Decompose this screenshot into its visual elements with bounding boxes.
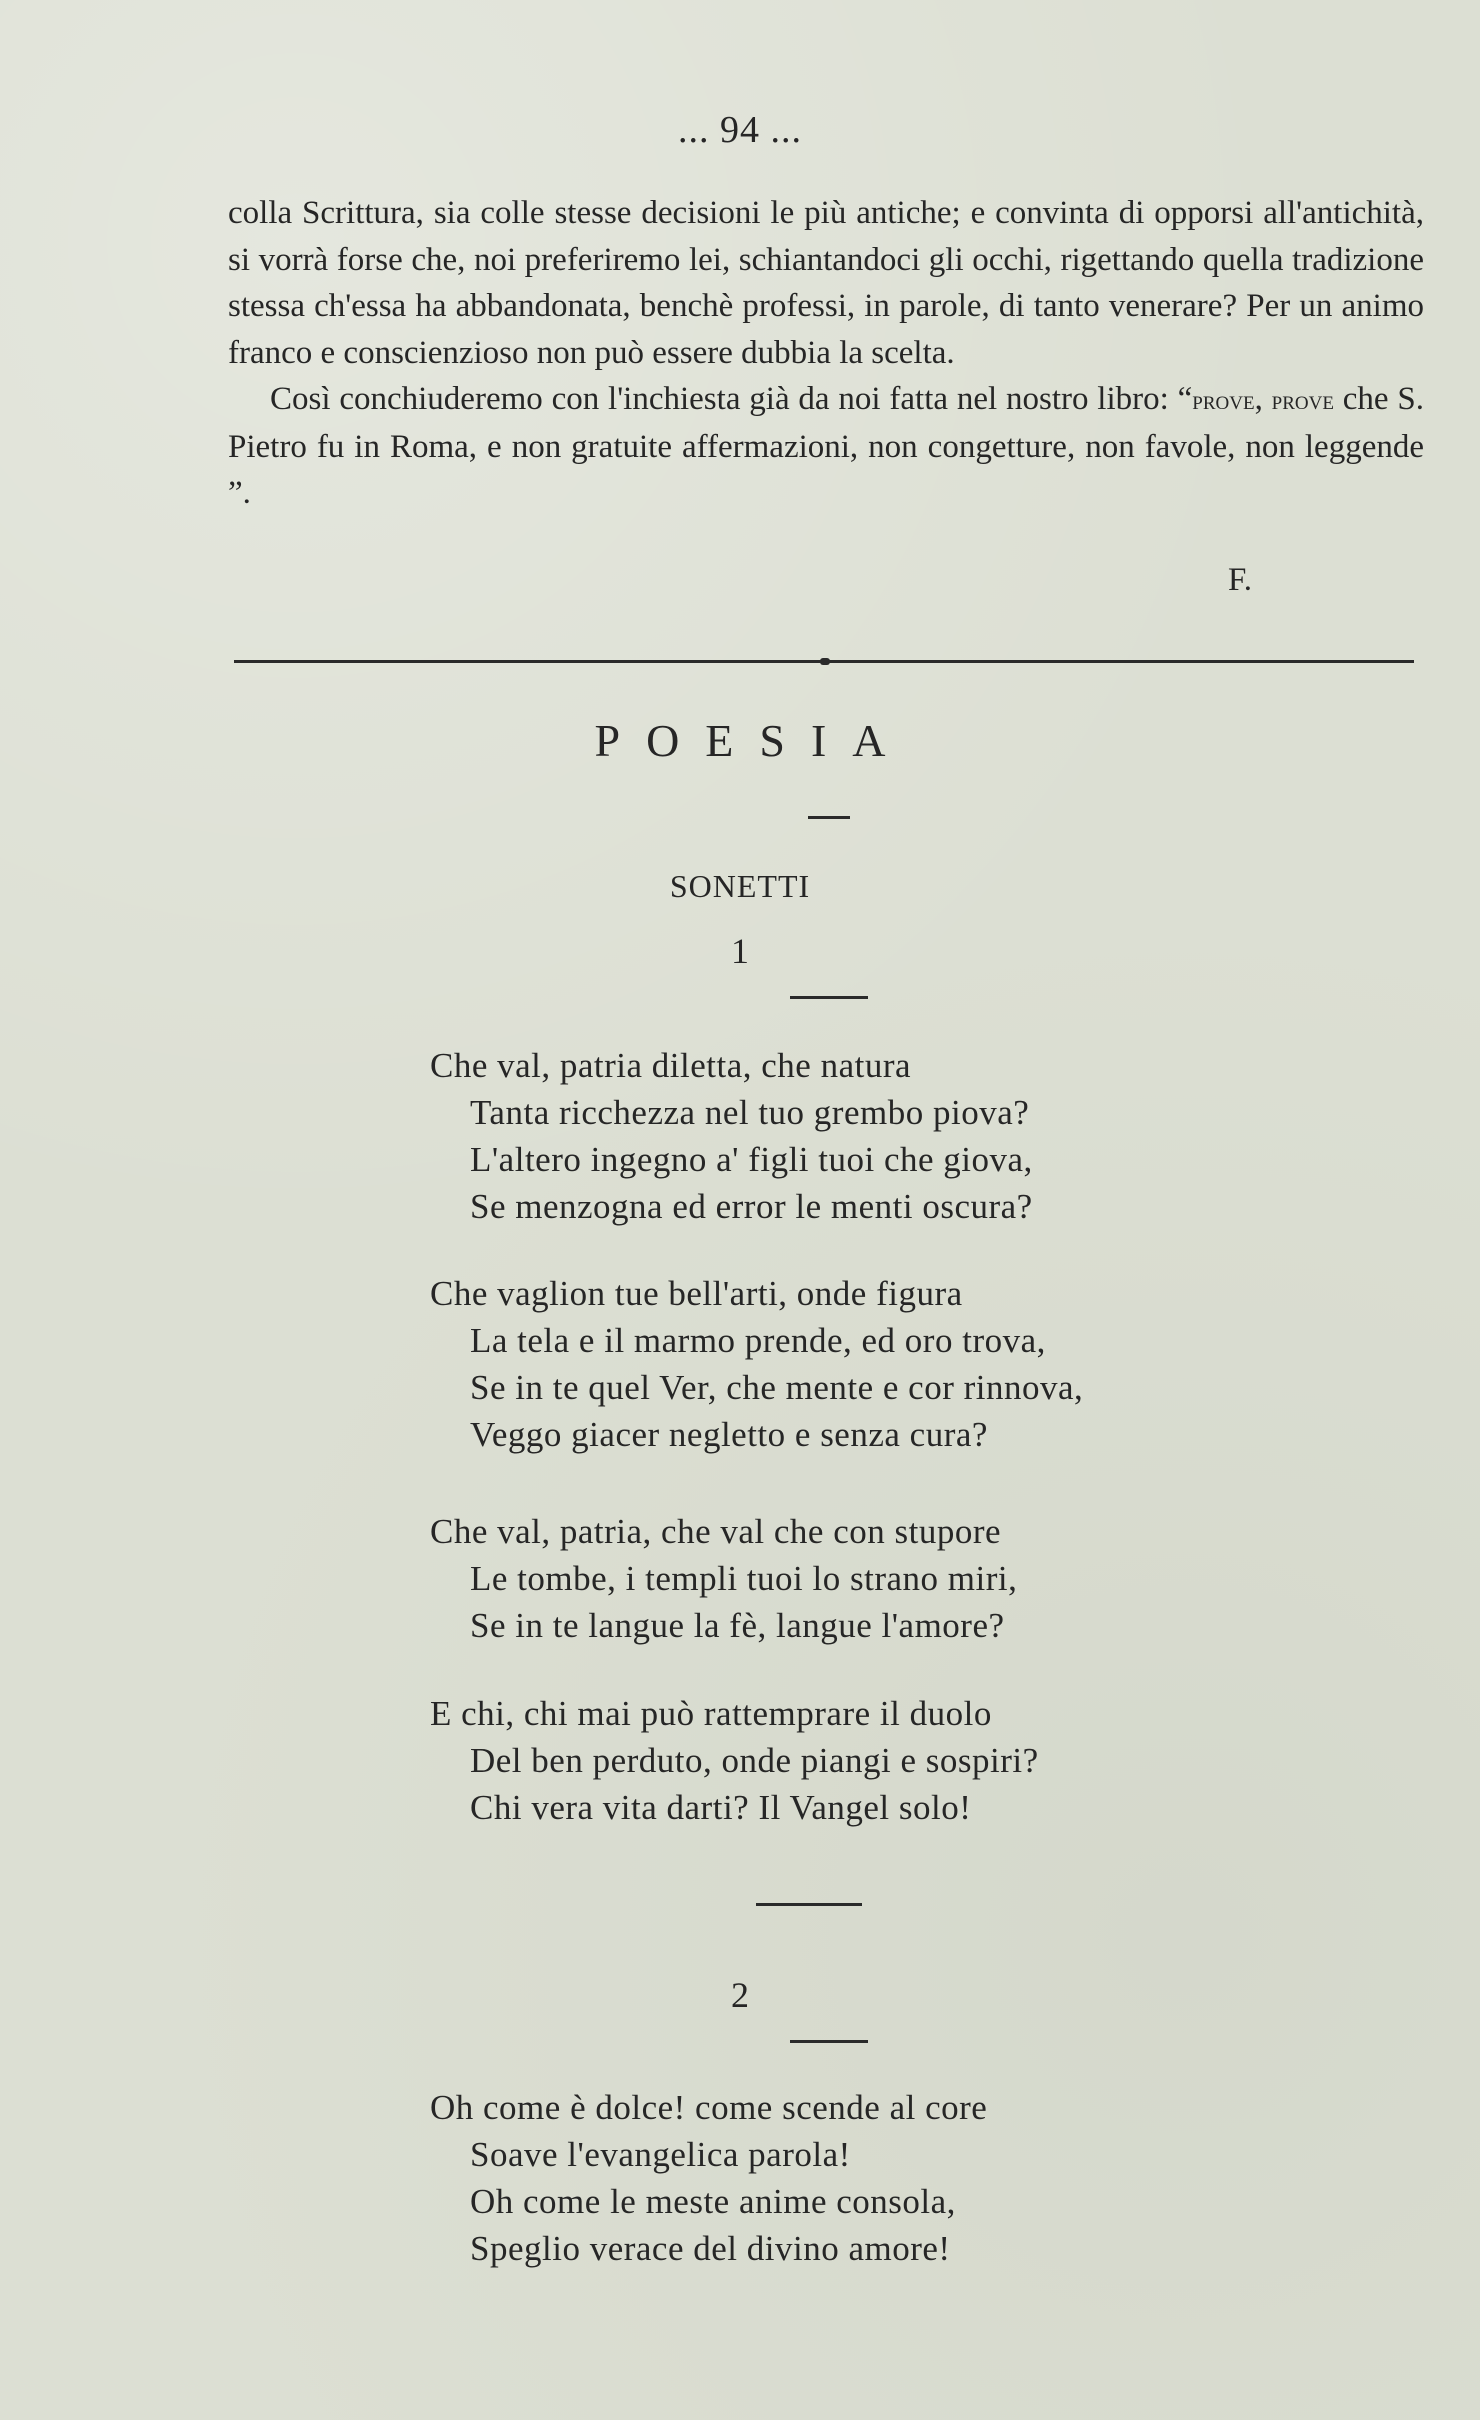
prose-paragraph-2 (228, 376, 1424, 517)
verse-line: Che val, patria diletta, che natura (430, 1046, 912, 1085)
verse-line: Se in te quel Ver, che mente e cor rinnova, (470, 1368, 1084, 1407)
page-number: ... 94 ... (678, 109, 802, 151)
verse-line: Tanta ricchezza nel tuo grembo piova? (470, 1093, 1030, 1132)
verse-line: Se menzogna ed error le menti oscura? (470, 1187, 1033, 1226)
section-divider-rule (234, 660, 1414, 663)
sonnet-2-number-rule (790, 2040, 868, 2043)
verse-line: Oh come è dolce! come scende al core (430, 2088, 988, 2127)
verse-line: Che val, patria, che val che con stupore (430, 1512, 1002, 1551)
prove-small-caps-1: prove (1192, 385, 1255, 415)
prose-block (228, 190, 1424, 517)
prove-small-caps-2: prove (1271, 385, 1334, 415)
verse-line: Chi vera vita darti? Il Vangel solo! (470, 1788, 972, 1827)
sonnet-1-stanza-4 (430, 1690, 1039, 1831)
verse-line: Soave l'evangelica parola! (470, 2135, 851, 2174)
sonnet-1-stanza-2 (430, 1270, 1083, 1458)
para2-start: Così conchiuderemo con l'inchiesta già da noi fatta nel nostro libro: “ (270, 381, 1193, 417)
verse-line: La tela e il marmo prende, ed oro trova, (470, 1321, 1046, 1360)
sonnet-2-stanza-1 (430, 2084, 987, 2272)
verse-line: Speglio verace del divino amore! (470, 2229, 951, 2268)
prose-paragraph-1: colla Scrittura, sia colle stesse decisioni le più antiche; e convinta di opporsi all'antichità, si vorrà forse che, noi preferiremo lei, schiantandoci gli occhi, rigettando quella tradizione stessa ch'essa ha abbandonata, benchè professi, in parole, di tanto venerare? Per un animo franco e conscienzioso non può essere dubbia la scelta. (228, 195, 1424, 371)
verse-line: E chi, chi mai può rattemprare il duolo (430, 1694, 992, 1733)
verse-line: Veggo giacer negletto e senza cura? (470, 1415, 988, 1454)
sonnet-1-stanza-3 (430, 1508, 1017, 1649)
verse-line: L'altero ingegno a' figli tuoi che giova, (470, 1140, 1033, 1179)
sonnet-1-stanza-1 (430, 1042, 1033, 1230)
subtitle: SONETTI (669, 868, 811, 904)
para2-end: che S. Pietro fu in Roma, e non gratuite affermazioni, non congetture, non favole, non leggende ”. (228, 381, 1424, 511)
verse-line: Se in te langue la fè, langue l'amore? (470, 1606, 1005, 1645)
title-dash (808, 816, 850, 819)
section-title: POESIA (594, 715, 912, 766)
para2-comma: , (1254, 381, 1272, 417)
verse-line: Del ben perduto, onde piangi e sospiri? (470, 1741, 1039, 1780)
sonnet-1-number: 1 (731, 931, 749, 971)
sonnet-2-number: 2 (731, 1975, 749, 2015)
verse-line: Le tombe, i templi tuoi lo strano miri, (470, 1559, 1018, 1598)
sonnet-1-number-rule (790, 996, 868, 999)
verse-line: Che vaglion tue bell'arti, onde figura (430, 1274, 963, 1313)
sonnet-separator-rule (756, 1903, 862, 1906)
verse-line: Oh come le meste anime consola, (470, 2182, 956, 2221)
author-signature: F. (1228, 562, 1252, 598)
